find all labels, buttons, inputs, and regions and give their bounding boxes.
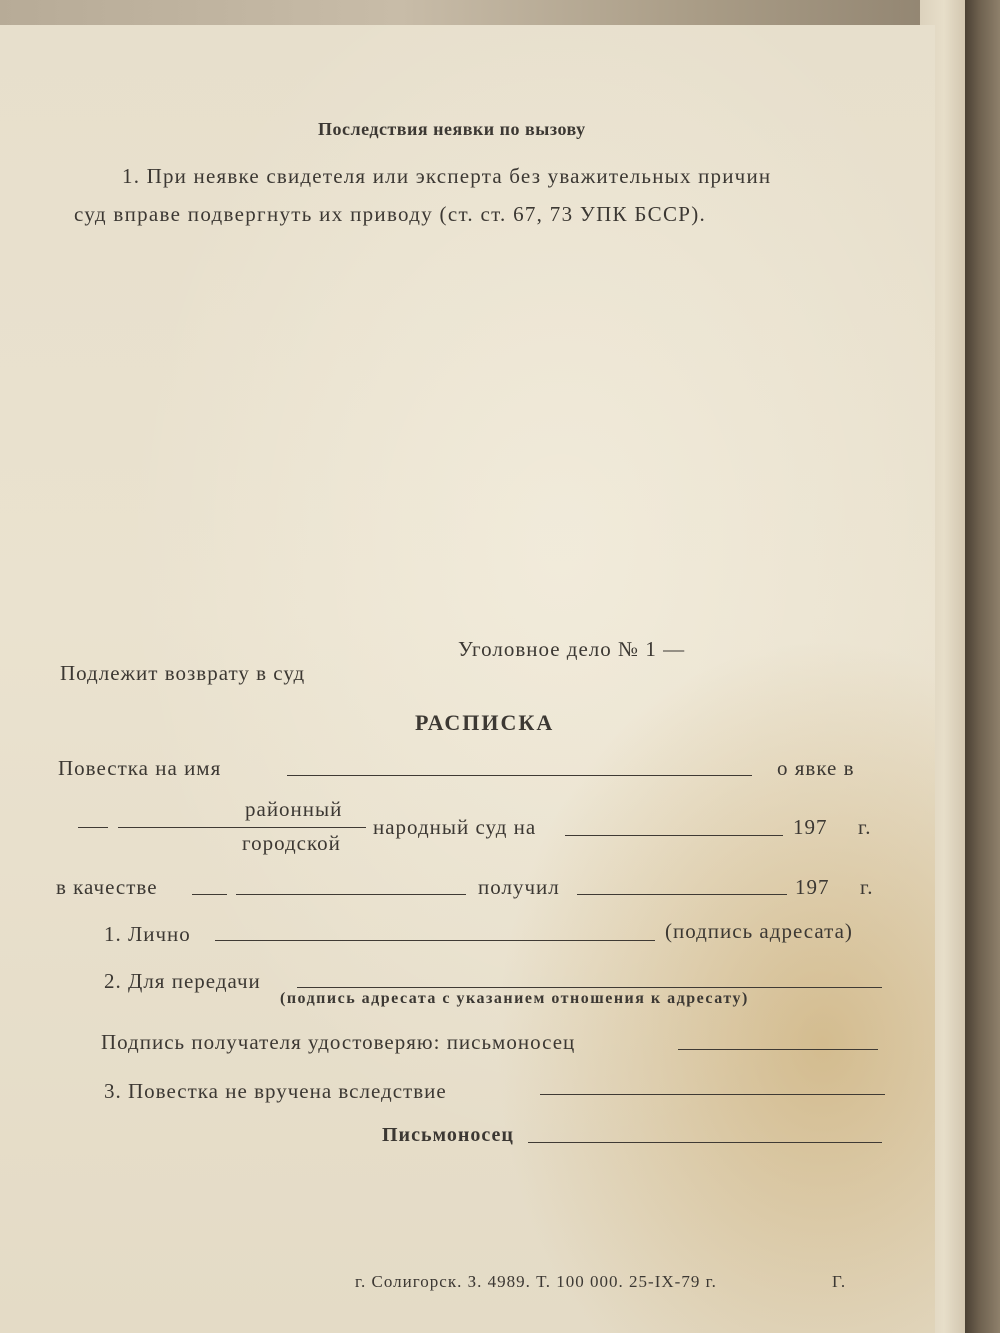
appearance-label: о явке в (777, 756, 855, 780)
not-delivered-reason-field[interactable] (540, 1094, 885, 1095)
transfer-note: (подпись адресата с указанием отношения к адресату) (280, 990, 749, 1007)
court-on-label: народный суд на (373, 815, 537, 839)
postman-label: Письмоносец (382, 1124, 514, 1146)
received-label: получил (478, 875, 560, 899)
postman-certify-field[interactable] (678, 1049, 878, 1050)
print-mark: Г. (832, 1272, 847, 1291)
receipt-heading: РАСПИСКА (415, 710, 555, 735)
for-transfer-label: 2. Для передачи (104, 969, 261, 993)
court-date-field[interactable] (565, 835, 783, 836)
court-type-district: районный (245, 797, 343, 821)
court-type-city: городской (242, 831, 341, 855)
certify-label: Подпись получателя удостоверяю: письмоносец (101, 1030, 576, 1054)
court-location-field-b[interactable] (118, 827, 366, 828)
consequences-title: Последствия неявки по вызову (318, 119, 586, 139)
personally-signature-field[interactable] (215, 940, 655, 941)
case-number-label: Уголовное дело № 1 — (458, 637, 686, 661)
received-date-field[interactable] (577, 894, 787, 895)
court-year-suffix: г. (858, 815, 872, 839)
received-year-suffix: г. (860, 875, 874, 899)
summons-name-label: Повестка на имя (58, 756, 222, 780)
consequences-para-line2: суд вправе подвергнуть их приводу (ст. ст. 67, 73 УПК БССР). (74, 202, 707, 226)
capacity-label: в качестве (56, 875, 158, 899)
summons-name-field[interactable] (287, 775, 752, 776)
court-year-prefix: 197 (793, 815, 828, 839)
received-year-prefix: 197 (795, 875, 830, 899)
background-shadow (965, 0, 1000, 1333)
consequences-para-line1: 1. При неявке свидетеля или эксперта без уважительных причин (122, 164, 772, 188)
for-transfer-field[interactable] (297, 987, 882, 988)
document-page (0, 25, 935, 1333)
return-to-court-note: Подлежит возврату в суд (60, 661, 306, 685)
addressee-signature-note: (подпись адресата) (665, 919, 853, 943)
not-delivered-label: 3. Повестка не вручена вследствие (104, 1079, 447, 1103)
court-location-field-a[interactable] (78, 827, 108, 828)
postman-signature-field[interactable] (528, 1142, 882, 1143)
personally-label: 1. Лично (104, 922, 191, 946)
capacity-field-a[interactable] (192, 894, 227, 895)
print-imprint: г. Солигорск. З. 4989. Т. 100 000. 25-IX-79 г. (355, 1272, 717, 1291)
capacity-field-b[interactable] (236, 894, 466, 895)
